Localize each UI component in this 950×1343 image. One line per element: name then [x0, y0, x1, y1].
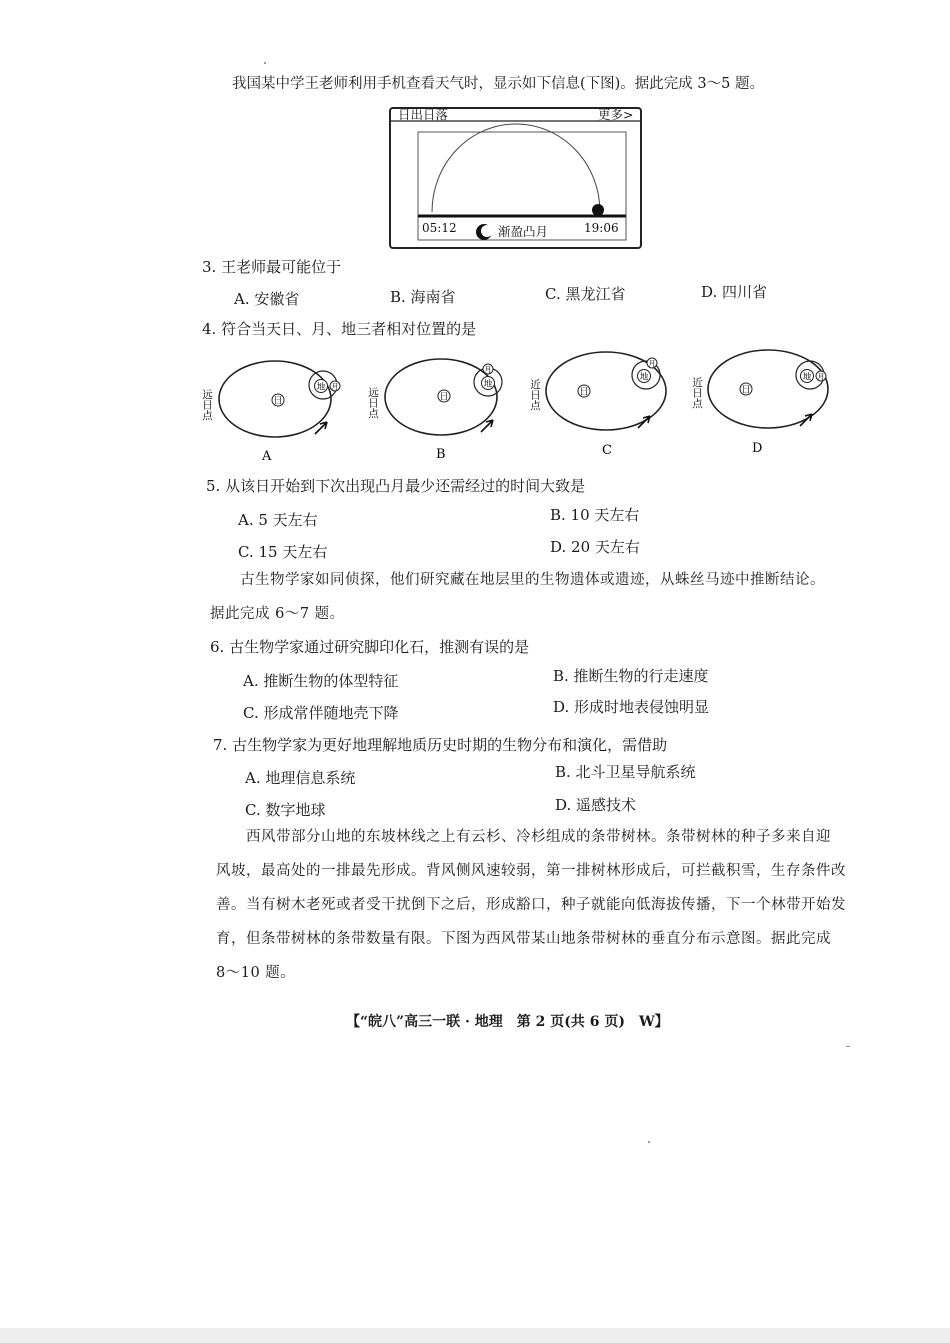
q6-stem: 6. 古生物学家通过研究脚印化石，推测有误的是: [210, 638, 530, 656]
sun-path-arc: [432, 124, 600, 212]
q5-option-d[interactable]: D. 20 天左右: [550, 538, 640, 556]
moon-phase-label: 渐盈凸月: [498, 224, 549, 239]
q7-option-b[interactable]: B. 北斗卫星导航系统: [555, 763, 696, 781]
moon-label-b: 月: [484, 365, 492, 374]
intro-q6-7-line2: 据此完成 6～7 题。: [210, 606, 345, 622]
orbit-diagram-b[interactable]: [364, 350, 520, 462]
q7-option-a[interactable]: A. 地理信息系统: [245, 769, 356, 787]
sun-label-d: 日: [741, 385, 751, 396]
intro-q8-10-line5: 8～10 题。: [216, 965, 296, 981]
q7-stem: 7. 古生物学家为更好地理解地质历史时期的生物分布和演化，需借助: [213, 736, 668, 754]
moon-label-a: 月: [331, 382, 339, 391]
sun-label-b: 日: [439, 392, 449, 403]
q3-option-a[interactable]: A. 安徽省: [234, 290, 300, 308]
moon-label-c: 月: [648, 359, 656, 368]
diagram-letter-a: A: [262, 449, 272, 464]
aphelion-label-a: 远日点: [201, 389, 213, 421]
q7-option-d[interactable]: D. 遥感技术: [555, 796, 637, 814]
direction-arrow-c: [638, 416, 650, 428]
sun-dot: [592, 204, 604, 216]
sunrise-time: 05:12: [422, 221, 457, 235]
diagram-letter-d: D: [752, 441, 763, 456]
moon-label-d: 月: [817, 372, 825, 381]
scan-bottom-edge: [0, 1328, 950, 1343]
q3-stem: 3. 王老师最可能位于: [202, 258, 342, 276]
intro-q3-5: 我国某中学王老师利用手机查看天气时，显示如下信息(下图)。据此完成 3～5 题。: [232, 76, 764, 92]
direction-arrow-d: [800, 414, 812, 426]
q6-option-b[interactable]: B. 推断生物的行走速度: [553, 667, 709, 685]
perihelion-label-d: 近日点: [691, 377, 703, 409]
q4-stem: 4. 符合当天日、月、地三者相对位置的是: [202, 320, 477, 338]
q5-option-c[interactable]: C. 15 天左右: [238, 543, 328, 561]
intro-q8-10-line2: 风坡，最高处的一排最先形成。背风侧风速较弱，第一排树林形成后，可拦截积雪，生存条件改: [216, 863, 846, 879]
q5-option-a[interactable]: A. 5 天左右: [238, 511, 318, 529]
q6-option-a[interactable]: A. 推断生物的体型特征: [243, 672, 399, 690]
earth-label-d: 地: [802, 372, 812, 383]
q5-stem: 5. 从该日开始到下次出现凸月最少还需经过的时间大致是: [206, 477, 586, 495]
sun-label-c: 日: [579, 387, 589, 398]
scan-speck: [264, 62, 266, 64]
orbit-diagram-c[interactable]: [526, 346, 686, 458]
q7-option-c[interactable]: C. 数字地球: [245, 801, 326, 819]
q5-option-b[interactable]: B. 10 天左右: [550, 506, 640, 524]
more-link[interactable]: 更多>: [598, 107, 634, 122]
scan-speck: [648, 1141, 650, 1143]
intro-q6-7-line1: 古生物学家如同侦探，他们研究藏在地层里的生物遗体或遗迹，从蛛丝马迹中推断结论。: [240, 572, 825, 588]
scan-speck: [846, 1046, 850, 1047]
orbit-diagram-d[interactable]: [688, 344, 848, 456]
sun-label-a: 日: [273, 396, 283, 407]
q6-option-c[interactable]: C. 形成常伴随地壳下降: [243, 704, 399, 722]
q3-option-b[interactable]: B. 海南省: [390, 288, 456, 306]
earth-label-c: 地: [639, 372, 649, 383]
page-footer: 【“皖八”高三一联 · 地理 第 2 页(共 6 页) W】: [346, 1014, 669, 1030]
moon-phase-icon: [476, 224, 493, 240]
earth-label-b: 地: [483, 379, 493, 390]
diagram-letter-b: B: [436, 447, 446, 462]
intro-q8-10-line3: 善。当有树木老死或者受干扰倒下之后，形成豁口，种子就能向低海拔传播，下一个林带开始发: [216, 897, 846, 913]
q6-option-d[interactable]: D. 形成时地表侵蚀明显: [553, 698, 710, 716]
diagram-letter-c: C: [602, 443, 612, 458]
sunrise-sunset-widget: [388, 104, 644, 250]
intro-q8-10-line4: 育，但条带树林的条带数量有限。下图为西风带某山地条带树林的垂直分布示意图。据此完成: [216, 931, 831, 947]
sunset-time: 19:06: [584, 221, 619, 235]
earth-label-a: 地: [316, 382, 326, 393]
widget-title: 日出日落: [398, 107, 449, 122]
perihelion-label-c: 近日点: [529, 379, 541, 411]
orbit-diagram-a[interactable]: [198, 352, 354, 464]
intro-q8-10-line1: 西风带部分山地的东坡林线之上有云杉、冷杉组成的条带树林。条带树林的种子多来自迎: [246, 829, 831, 845]
q3-option-d[interactable]: D. 四川省: [701, 283, 768, 301]
aphelion-label-b: 远日点: [367, 387, 379, 419]
q3-option-c[interactable]: C. 黑龙江省: [545, 285, 626, 303]
